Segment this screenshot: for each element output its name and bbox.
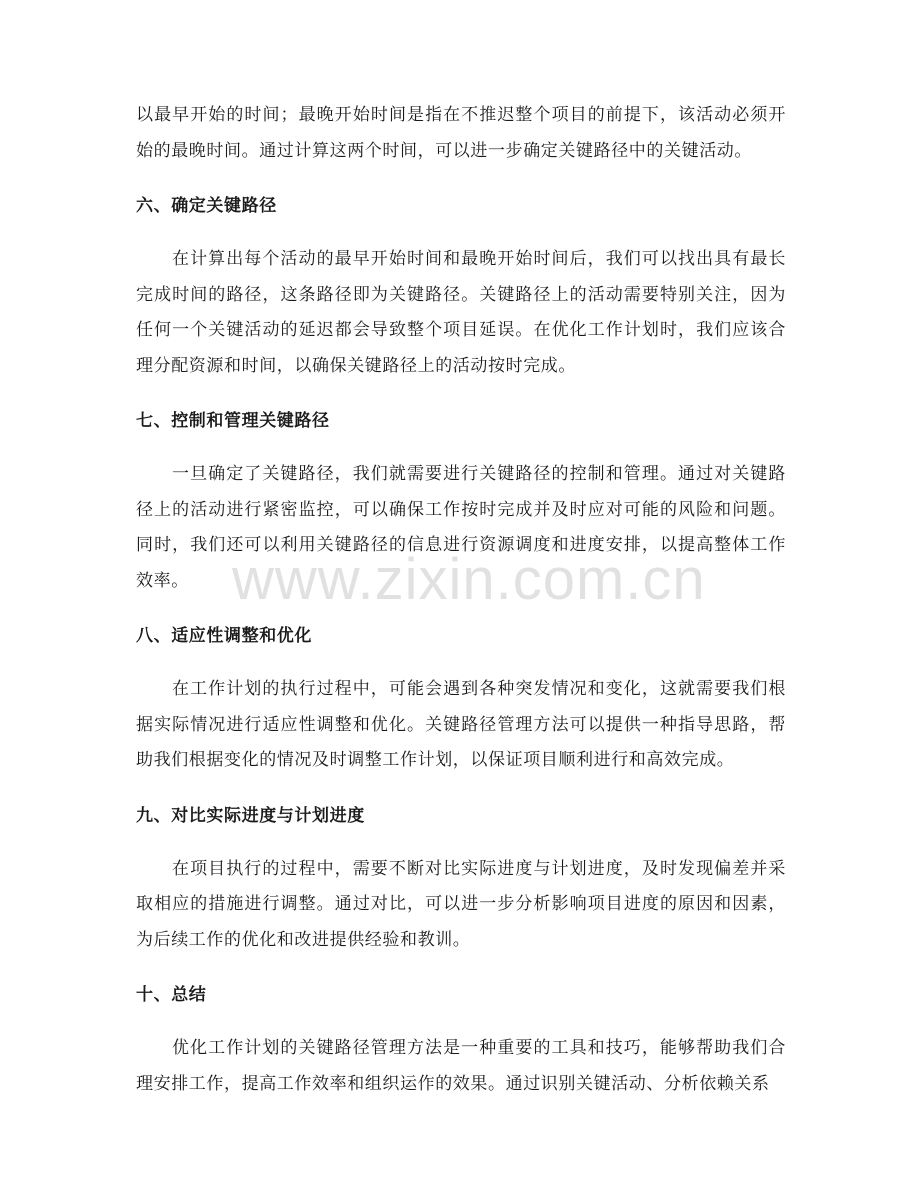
section-heading-9: 九、对比实际进度与计划进度 xyxy=(136,805,365,826)
section-body-9: 在项目执行的过程中，需要不断对比实际进度与计划进度，及时发现偏差并采取相应的措施进行调整。通过对比，可以进一步分析影响项目进度的原因和因素，为后续工作的优化和改进提供经验和教训。 xyxy=(136,858,786,950)
section-body-7: 一旦确定了关键路径，我们就需要进行关键路径的控制和管理。通过对关键路径上的活动进行紧密监控，可以确保工作按时完成并及时应对可能的风险和问题。同时，我们还可以利用关键路径的信息进行资源调度和进度安排，以提高整体工作效率。 xyxy=(136,464,786,591)
intro-paragraph: 以最早开始的时间；最晚开始时间是指在不推迟整个项目的前提下，该活动必须开始的最晚时间。通过计算这两个时间，可以进一步确定关键路径中的关键活动。 xyxy=(136,105,786,161)
section-body-10: 优化工作计划的关键路径管理方法是一种重要的工具和技巧，能够帮助我们合理安排工作，提高工作效率和组织运作的效果。通过识别关键活动、分析依赖关系 xyxy=(136,1038,786,1094)
section-body-8: 在工作计划的执行过程中，可能会遇到各种突发情况和变化，这就需要我们根据实际情况进行适应性调整和优化。关键路径管理方法可以提供一种指导思路，帮助我们根据变化的情况及时调整工作计划，以保证项目顺利进行和高效完成。 xyxy=(136,679,786,770)
watermark: www.zixin.com.cn xyxy=(232,547,706,612)
section-body-6: 在计算出每个活动的最早开始时间和最晚开始时间后，我们可以找出具有最长完成时间的路径，这条路径即为关键路径。关键路径上的活动需要特别关注，因为任何一个关键活动的延迟都会导致整个项目延误。在优化工作计划时，我们应该合理分配资源和时间，以确保关键路径上的活动按时完成。 xyxy=(136,249,786,376)
document-page xyxy=(136,98,786,1102)
section-heading-7: 七、控制和管理关键路径 xyxy=(136,411,330,431)
section-heading-10: 十、总结 xyxy=(136,985,207,1005)
section-heading-8: 八、适应性调整和优化 xyxy=(136,626,312,646)
section-heading-6: 六、确定关键路径 xyxy=(136,196,277,216)
